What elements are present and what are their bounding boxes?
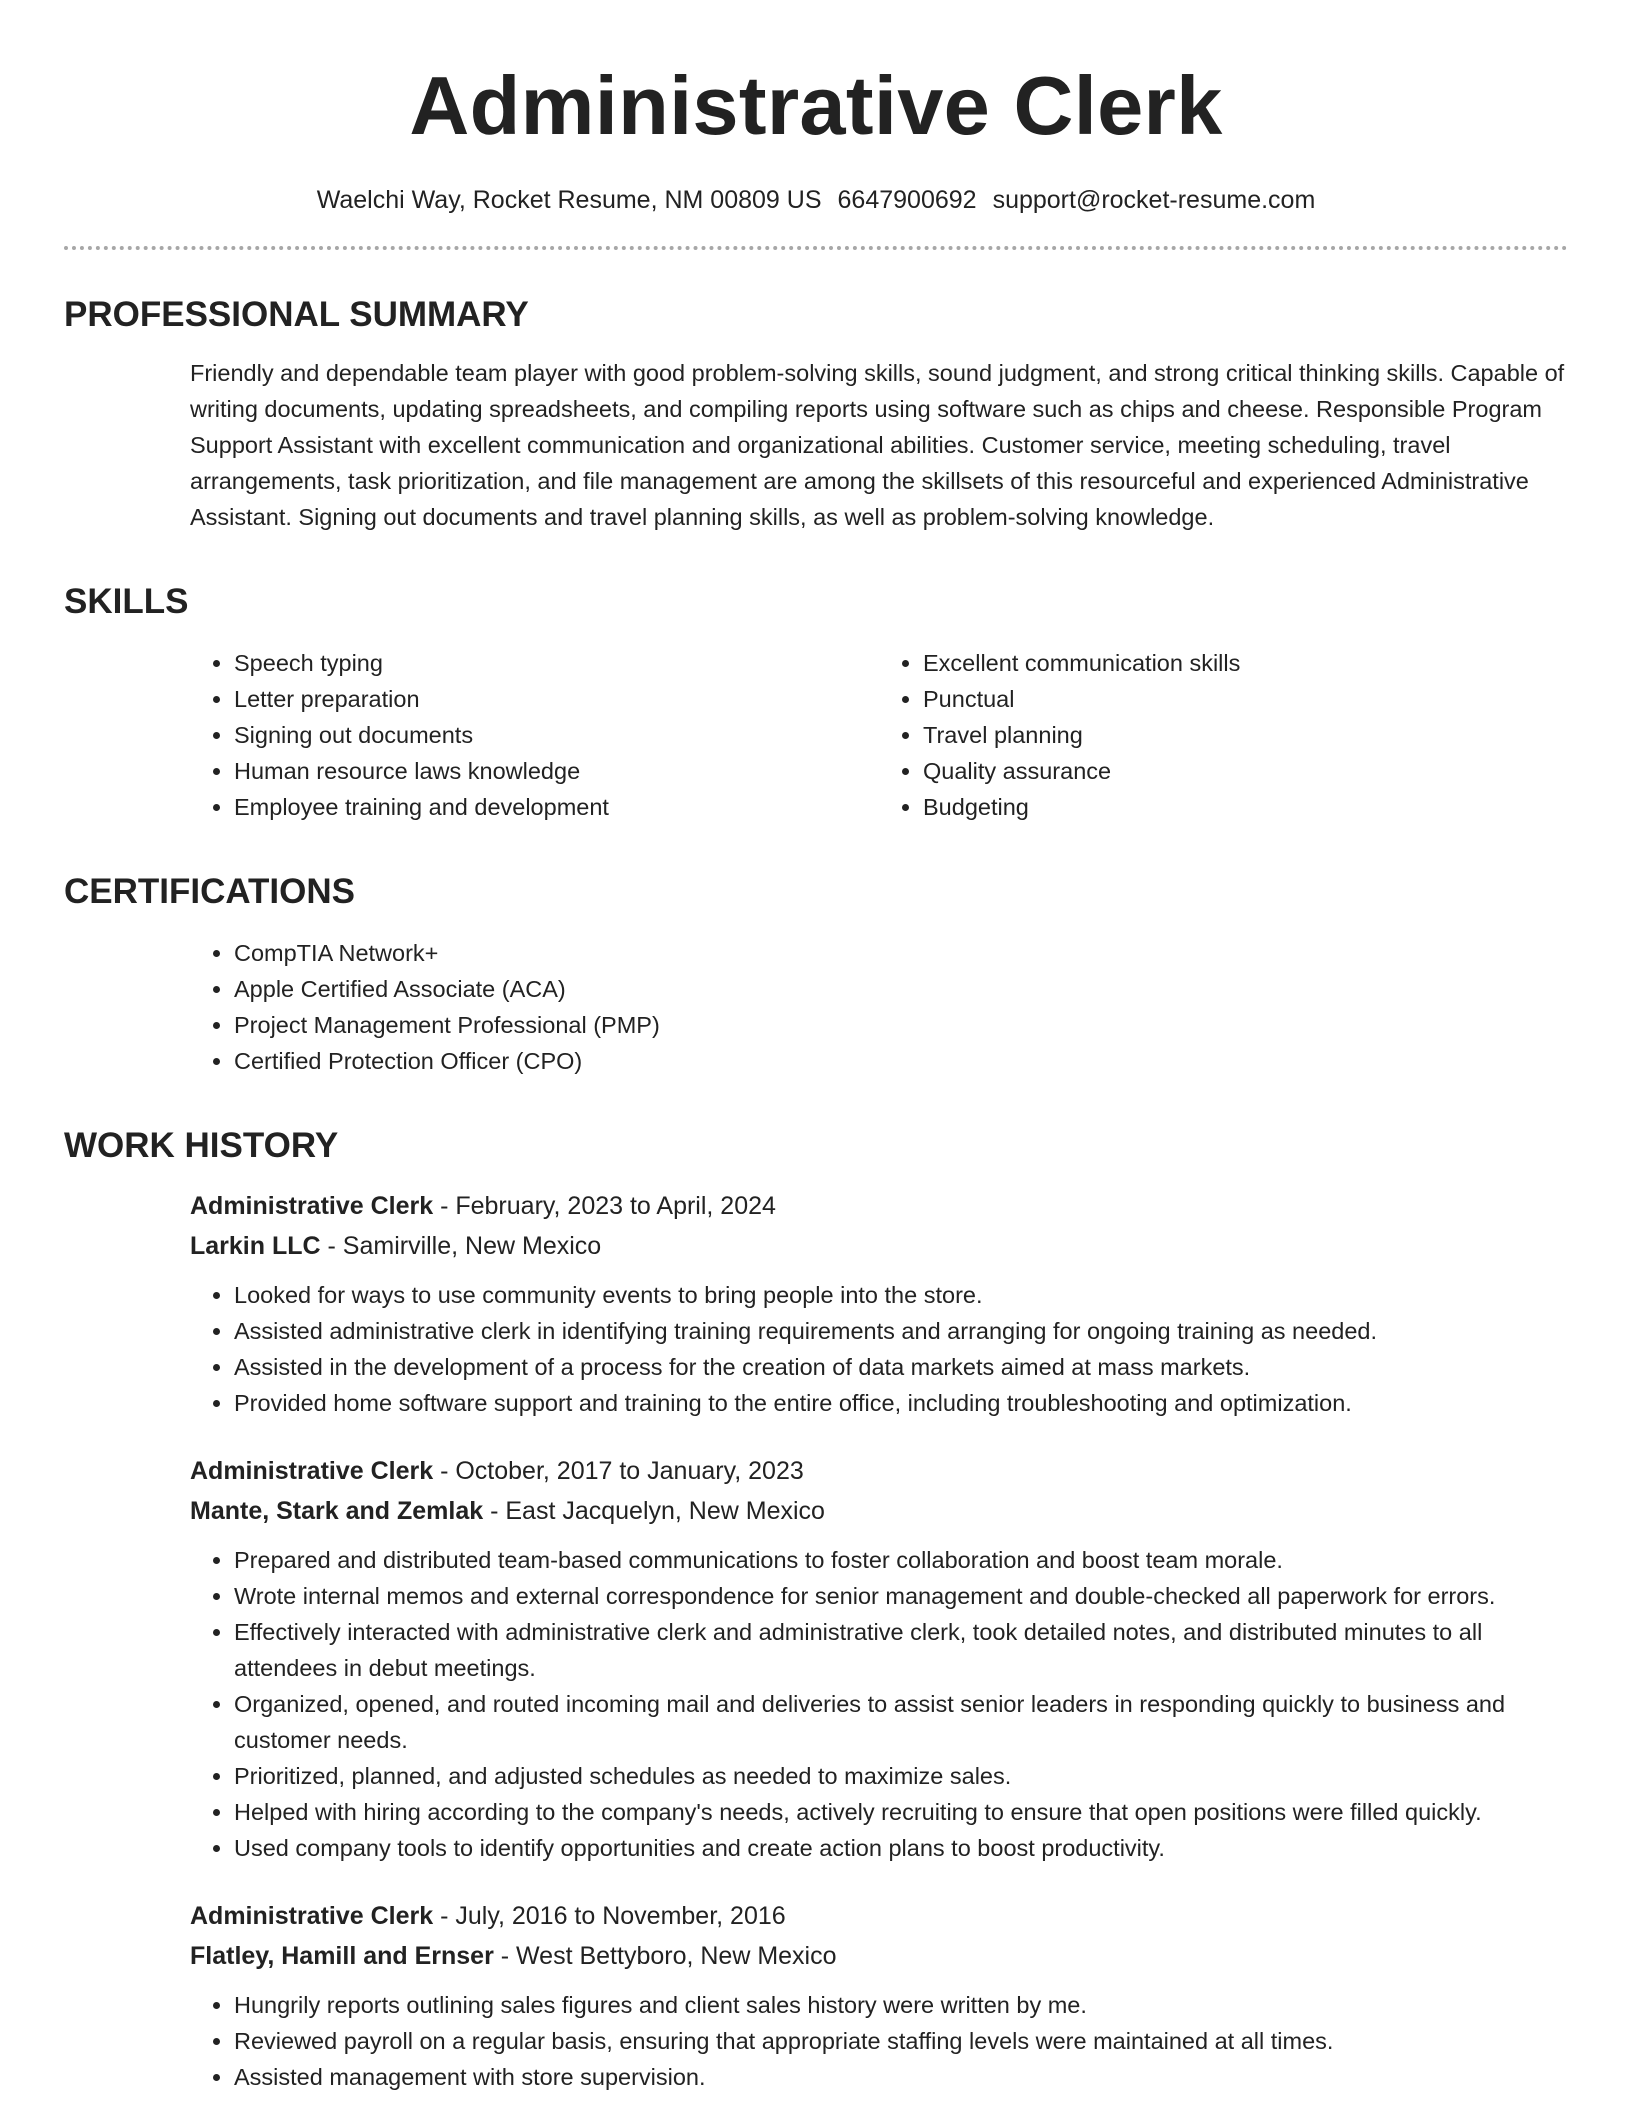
job-bullet: • Helped with hiring according to the company's needs, actively recruiting to ensure that open positions were filled quickly. <box>234 1794 1568 1830</box>
job-role: Administrative Clerk <box>190 1457 434 1485</box>
job-entry <box>190 1451 1568 1866</box>
job-bullet: • Wrote internal memos and external correspondence for senior management and double-checked all paperwork for errors. <box>234 1578 1568 1614</box>
skills-left-list <box>190 645 879 825</box>
job-dates: - February, 2023 to April, 2024 <box>433 1192 776 1220</box>
job-entry <box>190 1896 1568 2095</box>
job-location: - Samirville, New Mexico <box>320 1232 602 1260</box>
job-dates: - July, 2016 to November, 2016 <box>433 1902 786 1930</box>
job-bullets <box>190 1542 1568 1866</box>
contact-email: support@rocket-resume.com <box>992 186 1316 214</box>
job-bullet: • Provided home software support and training to the entire office, including troubleshooting and optimization. <box>234 1385 1568 1421</box>
work-history-title: WORK HISTORY <box>64 1126 339 1165</box>
skills-right-list <box>879 645 1568 825</box>
job-bullet: • Organized, opened, and routed incoming mail and deliveries to assist senior leaders in responding quickly to business and customer needs. <box>234 1686 1568 1758</box>
certification-item: • Apple Certified Associate (ACA) <box>234 971 1568 1007</box>
job-role-line <box>190 1186 1568 1226</box>
certifications-section <box>64 871 1568 1079</box>
header-divider <box>64 246 1568 250</box>
job-bullet: • Prepared and distributed team-based communications to foster collaboration and boost team morale. <box>234 1542 1568 1578</box>
summary-text: Friendly and dependable team player with good problem-solving skills, sound judgment, and strong critical thinking skills. Capable of writing documents, updating spreadsheets, and compiling reports using software such as chips and cheese. Responsible Program Support Assistant with excellent communication and organizational abilities. Customer service, meeting scheduling, travel arrangements, task prioritization, and file management are among the skillsets of this resourceful and experienced Administrative Assistant. Signing out documents and travel planning skills, as well as problem-solving knowledge. <box>190 360 1565 530</box>
skills-title: SKILLS <box>64 582 189 621</box>
job-dates: - October, 2017 to January, 2023 <box>433 1457 804 1485</box>
certification-item: • Project Management Professional (PMP) <box>234 1007 1568 1043</box>
skill-item: • Speech typing <box>234 645 879 681</box>
certifications-title: CERTIFICATIONS <box>64 872 356 911</box>
contact-line <box>64 184 1568 216</box>
contact-phone: 6647900692 <box>837 186 977 214</box>
skills-columns <box>190 645 1568 825</box>
job-bullet: • Used company tools to identify opportunities and create action plans to boost productivity. <box>234 1830 1568 1866</box>
job-bullets <box>190 1987 1568 2095</box>
summary-title: PROFESSIONAL SUMMARY <box>64 295 529 334</box>
skill-item: • Excellent communication skills <box>923 645 1568 681</box>
job-company-line <box>190 1226 1568 1266</box>
job-location: - West Bettyboro, New Mexico <box>493 1942 837 1970</box>
job-bullets <box>190 1277 1568 1421</box>
work-history-list <box>190 1186 1568 2095</box>
job-company: Flatley, Hamill and Ernser <box>190 1942 494 1970</box>
job-bullet: • Effectively interacted with administrative clerk and administrative clerk, took detailed notes, and distributed minutes to all attendees in debut meetings. <box>234 1614 1568 1686</box>
job-company-line <box>190 1936 1568 1976</box>
skill-item: • Quality assurance <box>923 753 1568 789</box>
job-role-line <box>190 1451 1568 1491</box>
job-bullet: • Hungrily reports outlining sales figures and client sales history were written by me. <box>234 1987 1568 2023</box>
job-company: Mante, Stark and Zemlak <box>190 1497 484 1525</box>
skill-item: • Signing out documents <box>234 717 879 753</box>
work-history-section <box>64 1125 1568 2095</box>
skill-item: • Human resource laws knowledge <box>234 753 879 789</box>
job-bullet: • Prioritized, planned, and adjusted schedules as needed to maximize sales. <box>234 1758 1568 1794</box>
summary-section <box>64 294 1568 535</box>
job-bullet: • Assisted administrative clerk in identifying training requirements and arranging for ongoing training as needed. <box>234 1313 1568 1349</box>
skill-item: • Letter preparation <box>234 681 879 717</box>
job-company-line <box>190 1491 1568 1531</box>
job-role: Administrative Clerk <box>190 1192 434 1220</box>
skill-item: • Budgeting <box>923 789 1568 825</box>
job-location: - East Jacquelyn, New Mexico <box>483 1497 825 1525</box>
skill-item: • Employee training and development <box>234 789 879 825</box>
resume-name: Administrative Clerk <box>409 59 1223 152</box>
contact-address: Waelchi Way, Rocket Resume, NM 00809 US <box>316 186 822 214</box>
skill-item: • Travel planning <box>923 717 1568 753</box>
job-role: Administrative Clerk <box>190 1902 434 1930</box>
skills-section <box>64 581 1568 825</box>
certification-item: • Certified Protection Officer (CPO) <box>234 1043 1568 1079</box>
job-entry <box>190 1186 1568 1421</box>
skill-item: • Punctual <box>923 681 1568 717</box>
job-bullet: • Assisted management with store supervision. <box>234 2059 1568 2095</box>
job-role-line <box>190 1896 1568 1936</box>
job-company: Larkin LLC <box>190 1232 321 1260</box>
job-bullet: • Looked for ways to use community events to bring people into the store. <box>234 1277 1568 1313</box>
job-bullet: • Assisted in the development of a process for the creation of data markets aimed at mass markets. <box>234 1349 1568 1385</box>
certification-item: • CompTIA Network+ <box>234 935 1568 971</box>
job-bullet: • Reviewed payroll on a regular basis, ensuring that appropriate staffing levels were maintained at all times. <box>234 2023 1568 2059</box>
certifications-list <box>190 935 1568 1079</box>
